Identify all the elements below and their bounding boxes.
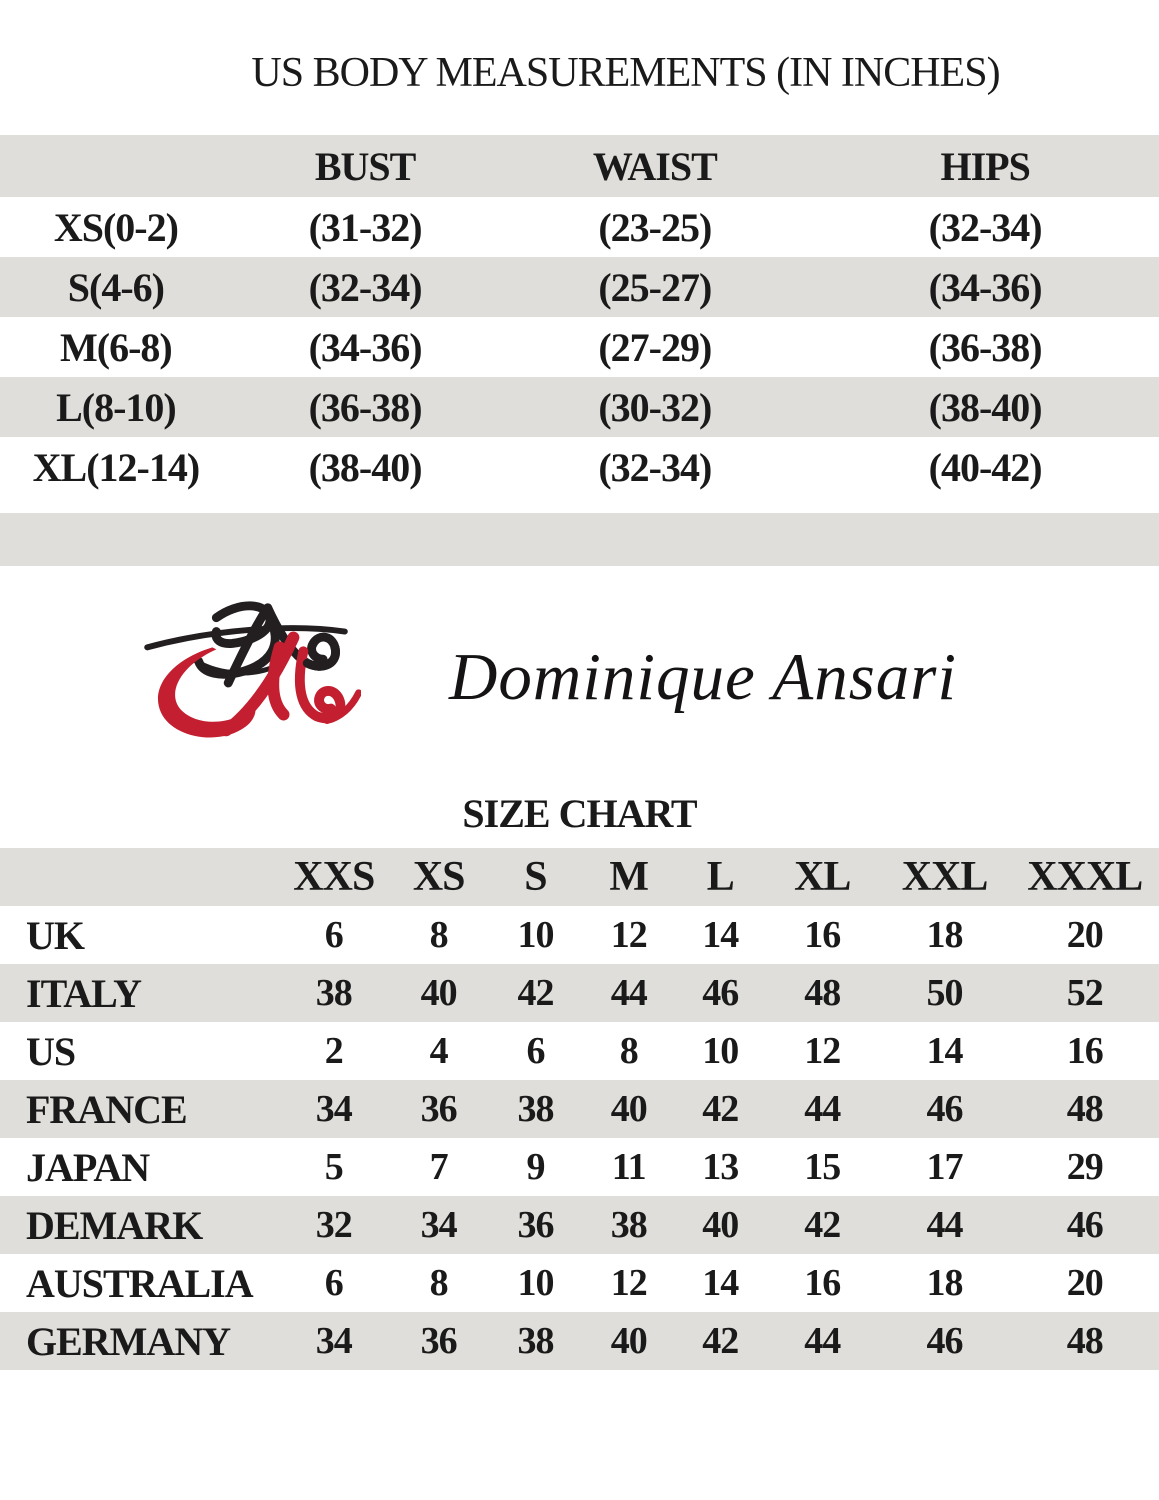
size-value: 40 xyxy=(610,1088,647,1130)
brand-logo-icon xyxy=(133,594,361,760)
region-label: US xyxy=(26,1028,76,1074)
size-value: 8 xyxy=(429,914,448,956)
brand-name: Dominique Ansari xyxy=(449,639,957,714)
size-value: 8 xyxy=(429,1262,448,1304)
size-value: 46 xyxy=(1066,1204,1103,1246)
bust-value: (38-40) xyxy=(308,444,422,490)
size-value: 42 xyxy=(517,972,554,1014)
column-header-xxxl: XXXL xyxy=(1027,854,1143,900)
size-label: S(4-6) xyxy=(67,264,164,310)
size-value: 12 xyxy=(610,1262,647,1304)
region-label: GERMANY xyxy=(26,1318,231,1364)
size-value: 4 xyxy=(429,1030,448,1072)
size-value: 36 xyxy=(517,1204,554,1246)
table-row xyxy=(0,906,1159,964)
size-value: 48 xyxy=(1066,1320,1103,1362)
column-header-xs: XS xyxy=(412,854,465,900)
size-value: 20 xyxy=(1066,914,1103,956)
size-value: 2 xyxy=(324,1030,343,1072)
size-value: 42 xyxy=(702,1320,739,1362)
table-row xyxy=(0,1022,1159,1080)
size-value: 7 xyxy=(429,1146,448,1188)
size-value: 42 xyxy=(702,1088,739,1130)
size-value: 10 xyxy=(702,1030,739,1072)
size-value: 20 xyxy=(1066,1262,1103,1304)
waist-value: (32-34) xyxy=(598,444,712,490)
size-label: XL(12-14) xyxy=(32,444,200,490)
logo-black-strokes xyxy=(193,606,336,683)
size-value: 44 xyxy=(610,972,647,1014)
region-label: DEMARK xyxy=(26,1202,203,1248)
hips-value: (34-36) xyxy=(928,264,1042,310)
corner-cell xyxy=(0,135,232,197)
size-chart-table xyxy=(0,848,1159,1370)
size-value: 44 xyxy=(804,1088,841,1130)
waist-value: (23-25) xyxy=(598,204,712,250)
size-value: 52 xyxy=(1066,972,1103,1014)
size-value: 6 xyxy=(324,1262,343,1304)
corner-cell xyxy=(0,848,278,906)
size-value: 9 xyxy=(526,1146,545,1188)
region-label: AUSTRALIA xyxy=(26,1260,253,1306)
size-value: 44 xyxy=(804,1320,841,1362)
size-value: 8 xyxy=(619,1030,638,1072)
column-header-xxl: XXL xyxy=(901,854,988,900)
size-value: 29 xyxy=(1066,1146,1103,1188)
column-header-bust: BUST xyxy=(314,143,416,189)
size-value: 36 xyxy=(420,1088,457,1130)
size-value: 46 xyxy=(702,972,739,1014)
column-header-xxs: XXS xyxy=(293,854,375,900)
size-value: 42 xyxy=(804,1204,841,1246)
divider-band xyxy=(0,513,1159,566)
size-value: 13 xyxy=(702,1146,739,1188)
size-value: 5 xyxy=(324,1146,343,1188)
region-label: ITALY xyxy=(26,970,142,1016)
waist-value: (30-32) xyxy=(598,384,712,430)
size-value: 14 xyxy=(926,1030,963,1072)
size-value: 38 xyxy=(315,972,352,1014)
size-label: L(8-10) xyxy=(56,384,176,430)
size-value: 18 xyxy=(926,914,963,956)
size-value: 38 xyxy=(517,1088,554,1130)
size-value: 44 xyxy=(926,1204,963,1246)
column-header-m: M xyxy=(609,854,649,900)
size-value: 14 xyxy=(702,1262,739,1304)
size-value: 10 xyxy=(517,1262,554,1304)
table-header-row xyxy=(0,848,1159,906)
size-value: 34 xyxy=(420,1204,457,1246)
size-value: 18 xyxy=(926,1262,963,1304)
size-value: 38 xyxy=(517,1320,554,1362)
column-header-l: L xyxy=(706,854,734,900)
bust-value: (32-34) xyxy=(308,264,422,310)
region-label: UK xyxy=(26,912,84,958)
column-header-waist: WAIST xyxy=(592,143,717,189)
hips-value: (38-40) xyxy=(928,384,1042,430)
body-measurements-title: US BODY MEASUREMENTS (IN INCHES) xyxy=(251,50,1000,96)
table-row xyxy=(0,1196,1159,1254)
column-header-xl: XL xyxy=(794,854,851,900)
table-row xyxy=(0,197,1159,257)
size-value: 12 xyxy=(610,914,647,956)
size-value: 40 xyxy=(702,1204,739,1246)
size-value: 40 xyxy=(420,972,457,1014)
logo-red-strokes xyxy=(158,637,359,737)
bust-value: (34-36) xyxy=(308,324,422,370)
waist-value: (25-27) xyxy=(598,264,712,310)
table-row xyxy=(0,1138,1159,1196)
size-label: XS(0-2) xyxy=(53,204,178,250)
size-value: 36 xyxy=(420,1320,457,1362)
size-value: 15 xyxy=(804,1146,841,1188)
region-label: FRANCE xyxy=(26,1086,187,1132)
size-chart-title: SIZE CHART xyxy=(462,791,697,836)
size-value: 10 xyxy=(517,914,554,956)
waist-value: (27-29) xyxy=(598,324,712,370)
body-measurements-table xyxy=(0,135,1159,497)
table-header-row xyxy=(0,135,1159,197)
bust-value: (31-32) xyxy=(308,204,422,250)
size-value: 17 xyxy=(926,1146,963,1188)
table-row xyxy=(0,964,1159,1022)
size-value: 34 xyxy=(315,1320,352,1362)
bust-value: (36-38) xyxy=(308,384,422,430)
size-value: 12 xyxy=(804,1030,841,1072)
size-label: M(6-8) xyxy=(60,324,172,370)
size-value: 38 xyxy=(610,1204,647,1246)
size-value: 16 xyxy=(1066,1030,1103,1072)
brand-header xyxy=(0,566,1159,788)
size-value: 32 xyxy=(315,1204,352,1246)
size-value: 50 xyxy=(926,972,963,1014)
size-value: 6 xyxy=(526,1030,545,1072)
size-value: 34 xyxy=(315,1088,352,1130)
size-value: 46 xyxy=(926,1320,963,1362)
table-row xyxy=(0,1312,1159,1370)
table-row xyxy=(0,377,1159,437)
table-row xyxy=(0,257,1159,317)
size-value: 48 xyxy=(804,972,841,1014)
region-label: JAPAN xyxy=(26,1144,150,1190)
table-row xyxy=(0,437,1159,497)
size-value: 40 xyxy=(610,1320,647,1362)
hips-value: (32-34) xyxy=(928,204,1042,250)
table-row xyxy=(0,1254,1159,1312)
table-row xyxy=(0,317,1159,377)
hips-value: (40-42) xyxy=(928,444,1042,490)
size-value: 14 xyxy=(702,914,739,956)
table-row xyxy=(0,1080,1159,1138)
size-value: 16 xyxy=(804,914,841,956)
size-value: 11 xyxy=(611,1146,646,1188)
size-value: 16 xyxy=(804,1262,841,1304)
column-header-hips: HIPS xyxy=(940,143,1030,189)
hips-value: (36-38) xyxy=(928,324,1042,370)
column-header-s: S xyxy=(524,854,547,900)
size-value: 46 xyxy=(926,1088,963,1130)
size-value: 6 xyxy=(324,914,343,956)
size-value: 48 xyxy=(1066,1088,1103,1130)
